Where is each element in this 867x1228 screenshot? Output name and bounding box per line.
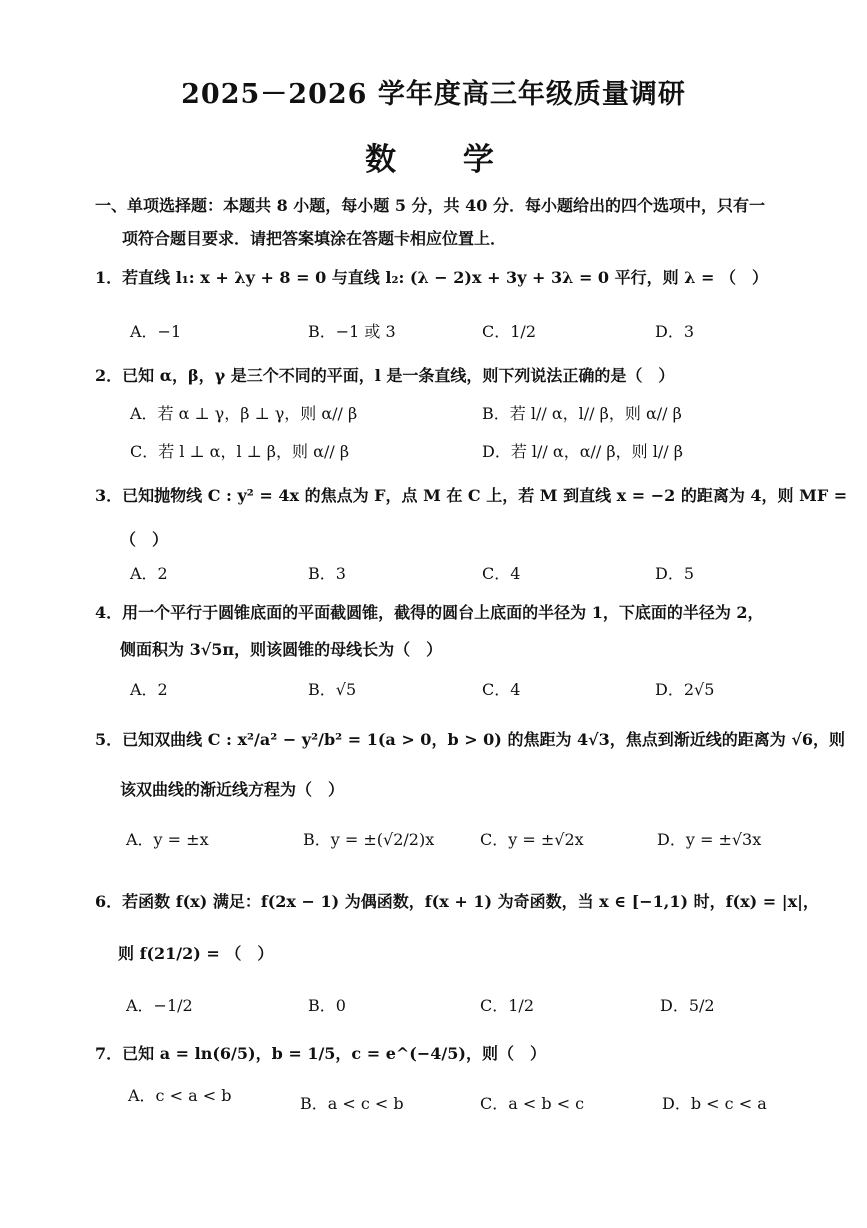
question-6-stem-cont: 则 f(21/2) = （ ） <box>118 944 274 963</box>
q4-option-a: A．2 <box>130 680 168 699</box>
question-4-stem: 4．用一个平行于圆锥底面的平面截圆锥，截得的圆台上底面的半径为 1，下底面的半径为 2， <box>95 603 764 622</box>
q6-option-a: A．−1/2 <box>126 996 193 1015</box>
question-2-stem: 2．已知 α，β，γ 是三个不同的平面，l 是一条直线，则下列说法正确的是（ ） <box>95 366 675 385</box>
q3-option-b: B．3 <box>308 564 346 583</box>
section-heading-line1: 一、单项选择题：本题共 8 小题，每小题 5 分，共 40 分．每小题给出的四个选项中，只有一 <box>95 196 765 215</box>
q1-option-c: C．1/2 <box>482 322 536 341</box>
q7-option-c: C．a < b < c <box>480 1094 585 1113</box>
q2-option-b: B．若 l// α，l// β，则 α// β <box>482 404 682 423</box>
q7-option-d: D．b < c < a <box>662 1094 767 1113</box>
q7-option-b: B．a < c < b <box>300 1094 404 1113</box>
question-1-stem: 1．若直线 l₁: x + λy + 8 = 0 与直线 l₂: (λ − 2)x + 3y + 3λ = 0 平行，则 λ = （ ） <box>95 268 768 287</box>
q4-option-c: C．4 <box>482 680 521 699</box>
q5-option-c: C．y = ±√2x <box>480 830 584 849</box>
exam-title: 2025－2026 学年度高三年级质量调研 <box>181 79 686 110</box>
q3-option-d: D．5 <box>655 564 695 583</box>
q5-option-a: A．y = ±x <box>126 830 209 849</box>
q6-option-c: C．1/2 <box>480 996 534 1015</box>
q1-option-d: D．3 <box>655 322 695 341</box>
q3-option-a: A．2 <box>130 564 168 583</box>
q5-option-b: B．y = ±(√2/2)x <box>303 830 435 849</box>
question-4-stem-cont: 侧面积为 3√5π，则该圆锥的母线长为（ ） <box>120 640 443 659</box>
q5-option-d: D．y = ±√3x <box>657 830 762 849</box>
q3-option-c: C．4 <box>482 564 521 583</box>
question-3-stem: 3．已知抛物线 C : y² = 4x 的焦点为 F，点 M 在 C 上，若 M 到直线 x = −2 的距离为 4，则 MF = <box>95 486 848 505</box>
q1-option-b: B．−1 或 3 <box>308 322 396 341</box>
question-6-stem: 6．若函数 f(x) 满足：f(2x − 1) 为偶函数，f(x + 1) 为奇函数，当 x ∈ [−1,1) 时，f(x) = |x|， <box>95 892 819 911</box>
q6-option-b: B．0 <box>308 996 346 1015</box>
q2-option-d: D．若 l// α，α// β，则 l// β <box>482 442 683 461</box>
question-3-stem-cont: （ ） <box>120 530 169 549</box>
q7-option-a: A．c < a < b <box>128 1086 232 1105</box>
q4-option-d: D．2√5 <box>655 680 715 699</box>
section-heading-line2: 项符合题目要求．请把答案填涂在答题卡相应位置上． <box>122 229 507 248</box>
subject-title: 数 学 <box>365 142 522 178</box>
q2-option-c: C．若 l ⊥ α，l ⊥ β，则 α// β <box>130 442 350 461</box>
question-5-stem: 5．已知双曲线 C : x²/a² − y²/b² = 1(a > 0，b > 0) 的焦距为 4√3，焦点到渐近线的距离为 √6，则 <box>95 730 846 749</box>
q1-option-a: A．−1 <box>130 322 182 341</box>
question-5-stem-cont: 该双曲线的渐近线方程为（ ） <box>120 780 345 799</box>
q2-option-a: A．若 α ⊥ γ，β ⊥ γ，则 α// β <box>130 404 358 423</box>
q4-option-b: B．√5 <box>308 680 357 699</box>
q6-option-d: D．5/2 <box>660 996 715 1015</box>
question-7-stem: 7．已知 a = ln(6/5)，b = 1/5，c = e^(−4/5)，则（ ） <box>95 1044 546 1063</box>
